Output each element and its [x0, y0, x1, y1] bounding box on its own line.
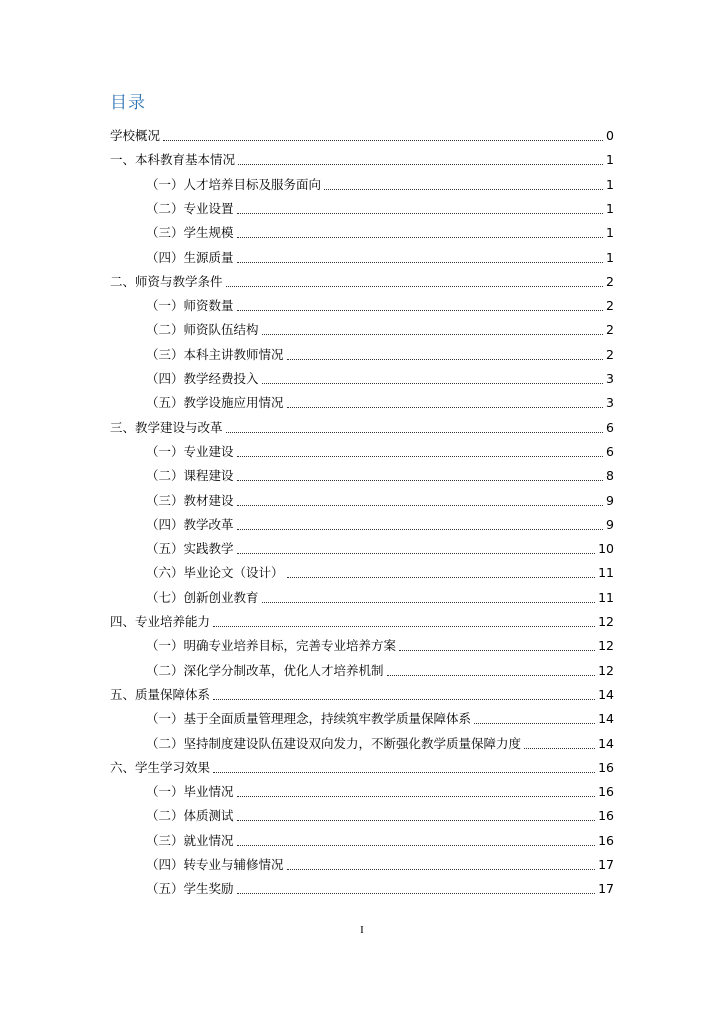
toc-entry-section[interactable] — [146, 296, 614, 316]
toc-dot-leader — [237, 309, 603, 311]
toc-entry-text: （二）专业设置 — [146, 200, 234, 216]
toc-entry-section[interactable] — [146, 491, 614, 511]
toc-entry-section[interactable] — [146, 320, 614, 340]
toc-entry-page-number: 14 — [598, 711, 614, 727]
toc-entry-page-number: 11 — [598, 589, 614, 605]
toc-entry-text: （二）课程建设 — [146, 468, 234, 484]
toc-entry-section[interactable] — [146, 515, 614, 535]
toc-dot-leader — [287, 868, 596, 870]
toc-dot-leader — [237, 795, 596, 797]
toc-entry-page-number: 9 — [606, 516, 614, 532]
toc-entry-chapter[interactable] — [110, 685, 614, 705]
toc-entry-section[interactable] — [146, 879, 614, 899]
toc-entry-text: （五）教学设施应用情况 — [146, 395, 284, 411]
toc-entry-text: （四）教学经费投入 — [146, 371, 259, 386]
toc-entry-section[interactable] — [146, 806, 614, 826]
toc-entry-section[interactable] — [146, 442, 614, 462]
toc-entry-page-number: 8 — [606, 468, 614, 484]
toc-entry-section[interactable] — [146, 636, 614, 656]
toc-entry-text: （三）教材建设 — [146, 492, 234, 508]
toc-entry-text: （五）学生奖励 — [146, 881, 234, 897]
toc-entry-text: （三）就业情况 — [146, 832, 234, 848]
toc-entry-section[interactable] — [146, 734, 614, 754]
toc-title: 目录 — [110, 93, 146, 113]
toc-entry-text: （一）毕业情况 — [146, 784, 234, 800]
toc-entry-page-number: 3 — [606, 371, 614, 386]
toc-entry-page-number: 2 — [606, 346, 614, 362]
toc-dot-leader — [237, 479, 603, 481]
toc-entry-text: （一）专业建设 — [146, 443, 234, 459]
toc-entry-page-number: 3 — [606, 395, 614, 411]
toc-entry-page-number: 1 — [606, 200, 614, 216]
toc-entry-text: 一、本科教育基本情况 — [110, 152, 236, 168]
toc-entry-page-number: 1 — [606, 176, 614, 192]
toc-dot-leader — [237, 504, 603, 506]
toc-dot-leader — [237, 212, 603, 214]
toc-entry-section[interactable] — [146, 831, 614, 851]
toc-dot-leader — [324, 188, 603, 190]
toc-entry-text: （六）毕业论文（设计） — [146, 565, 284, 581]
toc-dot-leader — [226, 431, 603, 433]
toc-dot-leader — [237, 552, 596, 554]
toc-entry-text: 五、质量保障体系 — [110, 686, 211, 702]
toc-entry-text: （七）创新创业教育 — [146, 589, 259, 605]
toc-dot-leader — [237, 528, 603, 530]
toc-entry-page-number: 12 — [598, 662, 614, 678]
toc-entry-page-number: 0 — [606, 128, 614, 143]
toc-dot-leader — [287, 406, 603, 408]
toc-entry-text: （一）明确专业培养目标，完善专业培养方案 — [146, 638, 397, 654]
toc-dot-leader — [226, 285, 603, 287]
toc-entry-section[interactable] — [146, 175, 614, 195]
toc-entry-section[interactable] — [146, 855, 614, 875]
toc-dot-leader — [287, 358, 603, 360]
toc-dot-leader — [213, 698, 595, 700]
toc-entry-page-number: 1 — [606, 249, 614, 265]
toc-entry-page-number: 6 — [606, 419, 614, 435]
toc-entry-text: （五）实践教学 — [146, 541, 234, 557]
toc-entry-page-number: 1 — [606, 152, 614, 168]
toc-dot-leader — [213, 625, 595, 627]
toc-entry-page-number: 17 — [598, 881, 614, 897]
toc-dot-leader — [237, 819, 596, 821]
toc-dot-leader — [237, 261, 603, 263]
toc-entry-text: （一）人才培养目标及服务面向 — [146, 176, 322, 192]
toc-entry-text: 二、师资与教学条件 — [110, 273, 223, 289]
toc-entry-page-number: 16 — [598, 759, 614, 775]
toc-dot-leader — [237, 844, 596, 846]
toc-dot-leader — [287, 576, 596, 578]
toc-entry-chapter[interactable] — [110, 612, 614, 632]
toc-entry-page-number: 1 — [606, 225, 614, 241]
toc-entry-page-number: 6 — [606, 443, 614, 459]
toc-entry-page-number: 17 — [598, 857, 614, 872]
toc-entry-section[interactable] — [146, 588, 614, 608]
toc-entry-page-number: 9 — [606, 492, 614, 508]
toc-entry-text: （四）生源质量 — [146, 249, 234, 265]
toc-entry-page-number: 11 — [598, 565, 614, 581]
toc-entry-page-number: 12 — [598, 638, 614, 654]
toc-entry-page-number: 16 — [598, 784, 614, 800]
toc-entry-chapter[interactable] — [110, 126, 614, 146]
toc-entry-page-number: 16 — [598, 832, 614, 848]
toc-dot-leader — [399, 649, 595, 651]
toc-entry-text: （四）转专业与辅修情况 — [146, 857, 284, 872]
toc-dot-leader — [213, 771, 595, 773]
toc-dot-leader — [238, 163, 603, 165]
toc-entry-text: （三）学生规模 — [146, 225, 234, 241]
toc-entry-section[interactable] — [146, 709, 614, 729]
toc-entry-text: 学校概况 — [110, 128, 161, 143]
toc-entry-section[interactable] — [146, 782, 614, 802]
toc-dot-leader — [524, 747, 595, 749]
toc-dot-leader — [387, 674, 596, 676]
toc-entry-page-number: 10 — [598, 541, 614, 557]
toc-entry-section[interactable] — [146, 248, 614, 268]
toc-dot-leader — [262, 601, 596, 603]
footer-page-number: I — [360, 924, 364, 936]
toc-entry-section[interactable] — [146, 223, 614, 243]
toc-dot-leader — [262, 333, 603, 335]
toc-entry-page-number: 14 — [598, 686, 614, 702]
toc-entry-page-number: 2 — [606, 273, 614, 289]
toc-entry-page-number: 2 — [606, 322, 614, 338]
toc-entry-text: （二）体质测试 — [146, 808, 234, 824]
toc-entry-text: 六、学生学习效果 — [110, 759, 211, 775]
toc-entry-page-number: 16 — [598, 808, 614, 824]
toc-dot-leader — [262, 382, 603, 384]
toc-entry-chapter[interactable] — [110, 758, 614, 778]
toc-entry-section[interactable] — [146, 466, 614, 486]
toc-entry-text: （二）师资队伍结构 — [146, 322, 259, 338]
toc-entry-chapter[interactable] — [110, 418, 614, 438]
toc-dot-leader — [237, 892, 596, 894]
toc-entry-section[interactable] — [146, 563, 614, 583]
toc-entry-text: （一）基于全面质量管理理念，持续筑牢教学质量保障体系 — [146, 711, 472, 727]
toc-entry-section[interactable] — [146, 393, 614, 413]
toc-entry-text: （二）深化学分制改革，优化人才培养机制 — [146, 662, 384, 678]
toc-entry-chapter[interactable] — [110, 272, 614, 292]
toc-entry-page-number: 14 — [598, 735, 614, 751]
toc-entry-section[interactable] — [146, 539, 614, 559]
toc-entry-text: （二）坚持制度建设队伍建设双向发力，不断强化教学质量保障力度 — [146, 735, 522, 751]
toc-dot-leader — [237, 236, 603, 238]
toc-entry-section[interactable] — [146, 369, 614, 389]
toc-dot-leader — [163, 139, 603, 141]
toc-entry-page-number: 2 — [606, 298, 614, 314]
toc-entry-chapter[interactable] — [110, 150, 614, 170]
toc-entry-text: 四、专业培养能力 — [110, 614, 211, 629]
toc-entry-section[interactable] — [146, 199, 614, 219]
toc-dot-leader — [237, 455, 603, 457]
toc-entry-section[interactable] — [146, 345, 614, 365]
toc-entry-text: （一）师资数量 — [146, 298, 234, 314]
toc-entry-page-number: 12 — [598, 614, 614, 629]
toc-dot-leader — [474, 722, 595, 724]
toc-entry-text: （三）本科主讲教师情况 — [146, 346, 284, 362]
toc-entry-text: （四）教学改革 — [146, 516, 234, 532]
toc-entry-section[interactable] — [146, 661, 614, 681]
toc-entry-text: 三、教学建设与改革 — [110, 419, 223, 435]
